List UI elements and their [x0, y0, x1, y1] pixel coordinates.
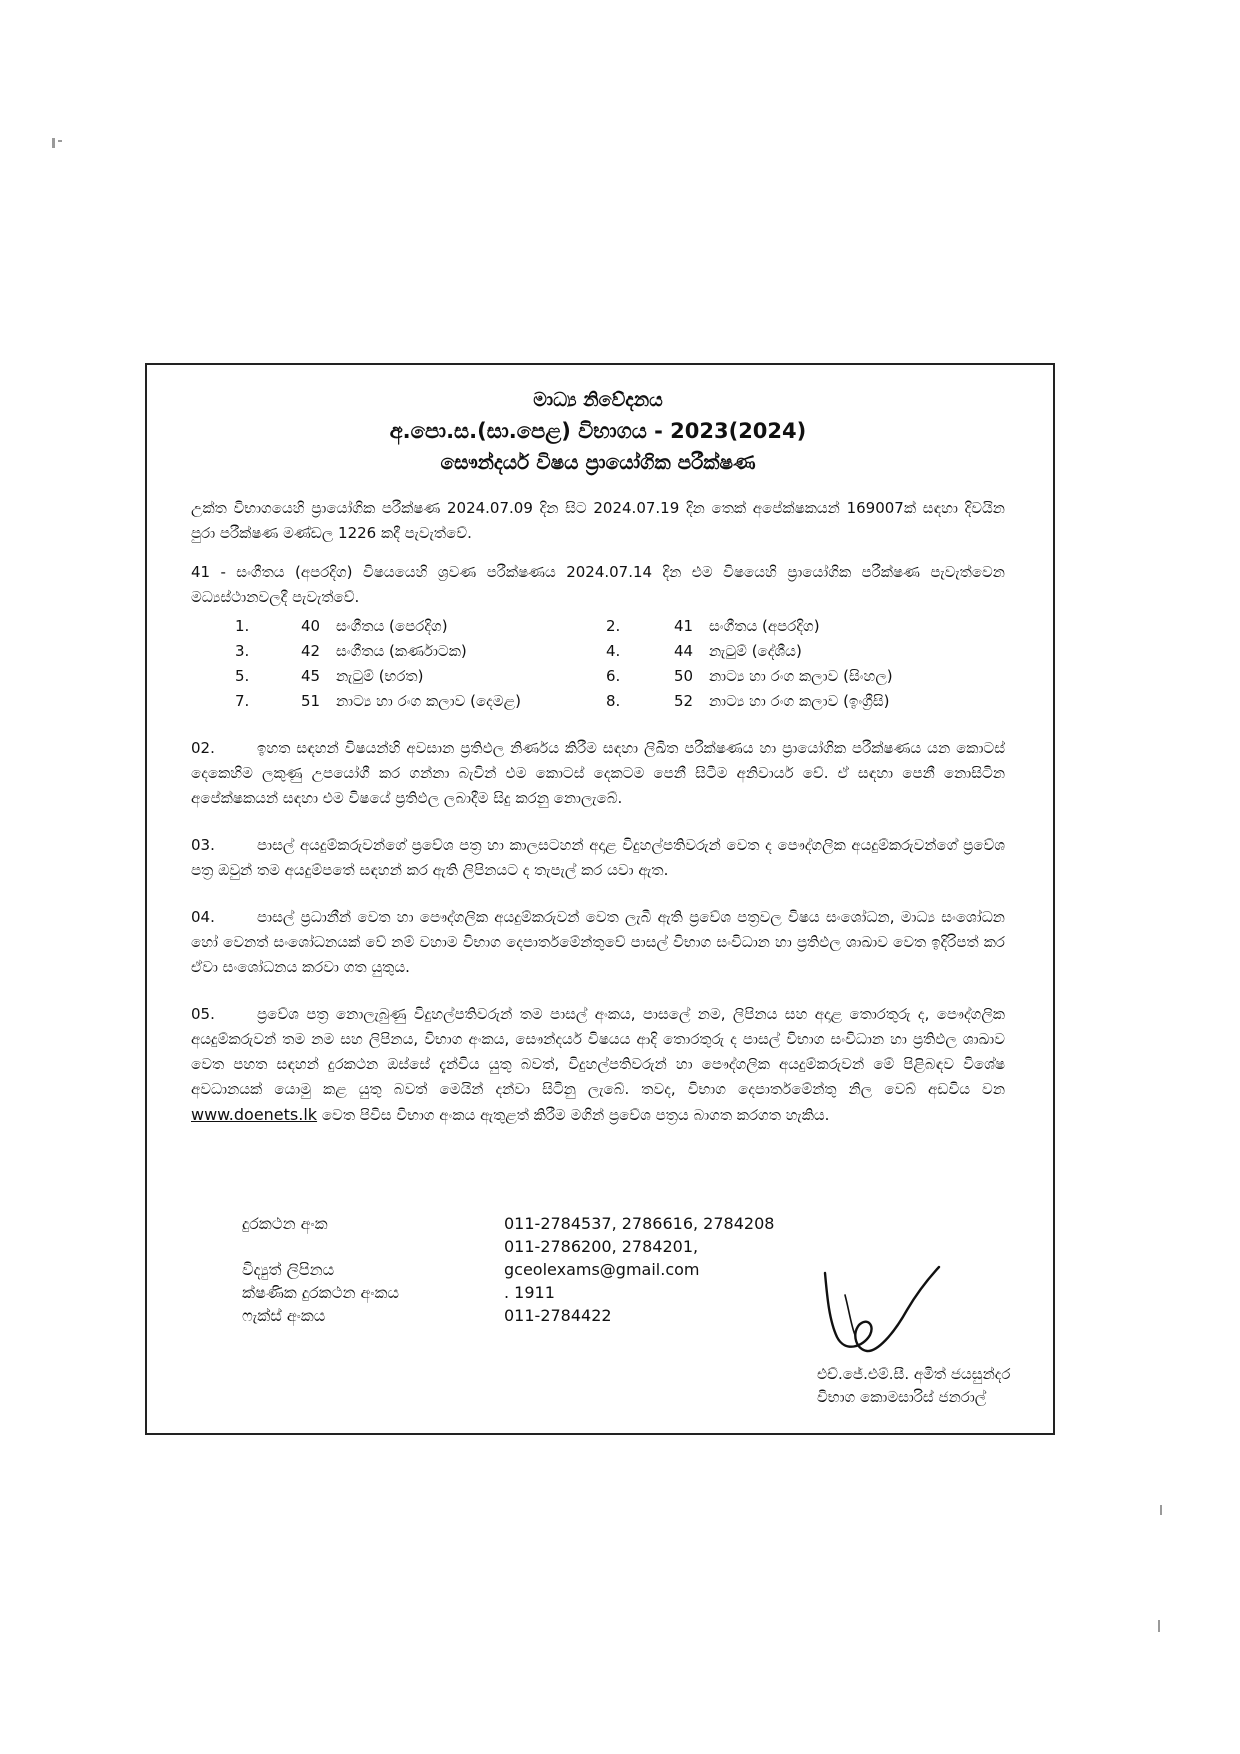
signatory-name: එච්.ජේ.එම්.සී. අමිත් ජයසුන්දර — [817, 1365, 1011, 1383]
paragraph-text: ප්‍රවේශ පත්‍ර නොලැබුණු විදුහල්පතිවරුන් තම පාසල් අංකය, පාසලේ නම, ලිපිනය සහ අදාළ තොරතුරු ද, පෞද්ගලික අයදුම්කරුවන් තම නම සහ ලිපිනය, විභාග අංකය, සෞන්දර්ය විෂයය ආදි තොරතුරු ද පාසල් විභාග සංවිධාන හා ප්‍රතිඵල ශාඛාව වෙත පහත සඳහන් දුරකථන ඔස්සේ දැන්විය යුතු බවත්, විදුහල්පතිවරුන් හා පෞද්ගලික අයදුම්කරුවන් මේ පිළිබඳව විශේෂ අවධානයක් යොමු කළ යුතු බවත් මෙයින් දන්වා සිටිනු ලැබේ. තවද, විභාග දෙපාර්තමේන්තු නිල වෙබ් අඩවිය වන — [191, 1005, 1005, 1098]
scan-speck — [1158, 1620, 1160, 1632]
contact-row — [242, 1258, 774, 1281]
paragraph-05 — [191, 1002, 1005, 1128]
scan-speck — [58, 140, 62, 142]
website-link[interactable]: www.doenets.lk — [191, 1105, 318, 1124]
signature-scribble — [815, 1255, 945, 1365]
paragraph-number: 03. — [191, 836, 215, 854]
contact-row — [242, 1212, 774, 1235]
paragraph-text: ඉහත සඳහන් විෂයන්හි අවසාන ප්‍රතිඵල නිර්ණය කිරීම සඳහා ලිඛිත පරීක්ෂණය හා ප්‍රායෝගික පරීක්ෂණය යන කොටස් දෙකෙහිම ලකුණු උපයෝගී කර ගන්නා බැවින් එම කොටස් දෙකටම පෙනී සිටීම අනිවාර්ය වේ. ඒ සඳහා පෙනී නොසිටින අපේක්ෂකයන් සඳහා එම විෂයේ ප්‍රතිඵල ලබාදීම සිදු කරනු නොලැබේ. — [191, 739, 1005, 807]
contact-label: ක්ෂණික දුරකථන අංකය — [242, 1283, 399, 1302]
intro-paragraph-1: උක්ත විභාගයෙහි ප්‍රායෝගික පරීක්ෂණ 2024.07.09 දින සිට 2024.07.19 දින තෙක් අපේක්ෂකයන් 169007ක් සඳහා දිවයින පුරා පරීක්ෂණ මණ්ඩල 1226 කදී පැවැත්වේ. — [191, 499, 1005, 542]
contact-value: 011-2784422 — [504, 1306, 612, 1325]
contact-label: විද්‍යුත් ලිපිනය — [242, 1260, 335, 1279]
contact-details — [242, 1212, 774, 1327]
subject-list — [191, 614, 1005, 714]
paragraph-03 — [191, 833, 1005, 883]
contact-value: gceolexams@gmail.com — [504, 1260, 700, 1279]
subject-row: 5. 45 නැටුම් (භරත) 6. 50 නාට්‍ය හා රංග කලාව (සිංහල) — [235, 667, 893, 685]
contact-row — [242, 1235, 774, 1258]
header — [191, 385, 1005, 478]
subject-row: 3. 42 සංගීතය (කර්ණාටක) 4. 44 නැටුම් (දේශීය) — [235, 642, 802, 660]
contact-label — [242, 1235, 504, 1258]
header-line2: අ.පො.ස.(සා.පෙළ) විභාගය - 2023(2024) — [389, 419, 807, 443]
paragraph-text: පාසල් අයදුම්කරුවන්ගේ ප්‍රවේශ පත්‍ර හා කාලසටහන් අදාළ විදුහල්පතිවරුන් වෙත ද පෞද්ගලික අයදුම්කරුවන්ගේ ප්‍රවේශ පත්‍ර ඔවුන් තම අයදුම්පතේ සඳහන් කර ඇති ලිපිනයට ද තැපැල් කර යවා ඇත. — [191, 836, 1005, 879]
paragraph-02 — [191, 736, 1005, 811]
paragraph-number: 04. — [191, 908, 215, 926]
contact-value: 011-2786200, 2784201, — [504, 1237, 699, 1256]
contact-value: 011-2784537, 2786616, 2784208 — [504, 1214, 775, 1233]
subject-row: 7. 51 නාට්‍ය හා රංග කලාව (දෙමළ) 8. 52 නාට්‍ය හා රංග කලාව (ඉංග්‍රීසි) — [235, 692, 890, 710]
header-line3: සෞන්දර්ය විෂය ප්‍රායෝගික පරීක්ෂණ — [440, 450, 756, 474]
contact-value: . 1911 — [504, 1283, 555, 1302]
subject-row: 1. 40 සංගීතය (පෙරදිග) 2. 41 සංගීතය (අපරදිග) — [235, 617, 820, 635]
signature-block — [817, 1363, 1010, 1409]
contact-label: දුරකථන අංක — [242, 1214, 328, 1233]
paragraph-text-tail: වෙත පිවිස විභාග අංකය ඇතුළත් කිරීම මගින් ප්‍රවේශ පත්‍රය බාගත කරගත හැකිය. — [321, 1106, 830, 1124]
intro-paragraph-2: 41 - සංගීතය (අපරදිග) විෂයයෙහි ශ්‍රවණ පරීක්ෂණය 2024.07.14 දින එම විෂයෙහි ප්‍රායෝගික පරීක්ෂණ පැවැත්වෙන මධ්‍යස්ථානවලදී පැවැත්වේ. — [191, 563, 1005, 606]
contact-label: ෆැක්ස් අංකය — [242, 1306, 326, 1325]
paragraph-text: පාසල් ප්‍රධානීන් වෙත හා පෞද්ගලික අයදුම්කරුවන් වෙත ලැබී ඇති ප්‍රවේශ පත්‍රවල විෂය සංශෝධන, මාධ්‍ය සංශෝධන හෝ වෙනත් සංශෝධනයක් වේ නම් වහාම විභාග දෙපාර්තමේන්තුවේ පාසල් විභාග සංවිධාන හා ප්‍රතිඵල ශාඛාව වෙත ඉදිරිපත් කර ඒවා සංශෝධනය කරවා ගත යුතුය. — [191, 908, 1005, 976]
paragraph-04 — [191, 905, 1005, 980]
header-line1: මාධ්‍ය නිවේදනය — [533, 389, 663, 411]
scan-speck — [1160, 1505, 1162, 1515]
contact-row — [242, 1281, 774, 1304]
paragraph-number: 02. — [191, 739, 215, 757]
paragraph-number: 05. — [191, 1005, 215, 1023]
contact-row — [242, 1304, 774, 1327]
signatory-title: විභාග කොමසාරිස් ජනරාල් — [817, 1388, 987, 1406]
scan-speck — [52, 138, 55, 148]
